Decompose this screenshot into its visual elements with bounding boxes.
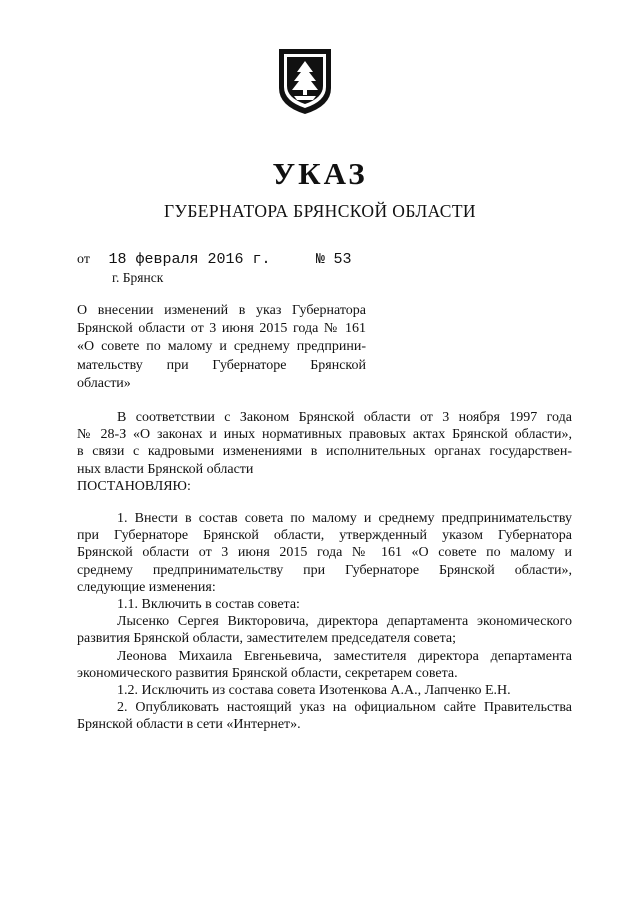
member-leonov-line: Леонова Михаила Евгеньевича, заместителя директора департамента [117,648,572,664]
issue-city: г. Брянск [112,270,164,285]
subject-line: Брянской области от 3 июня 2015 года № 161 [77,321,366,337]
item-1-line: 1. Внести в состав совета по малому и среднему предпринимательству [117,511,572,527]
item-1-1: 1.1. Включить в состав совета: [117,597,300,613]
subject-line: мательству при Губернаторе Брянской [77,357,366,373]
item-1-line: среднему предпринимательству при Губернаторе Брянской области», [77,562,572,578]
preamble-line: № 28-З «О законах и иных нормативных правовых актах Брянской области», [77,427,572,443]
item-1-line: Брянской области от 3 июня 2015 года № 161 «О совете по малому и [77,545,572,561]
subject-line: области» [77,375,131,391]
member-leonov-line: экономического развития Брянской области, секретарем совета. [77,665,458,681]
item-2-line: Брянской области в сети «Интернет». [77,717,301,733]
date-number-row [77,251,352,268]
document-title: УКАЗ [272,156,368,191]
resolve-heading: ПОСТАНОВЛЯЮ: [77,478,191,494]
coat-of-arms-emblem [276,46,334,116]
subject-line: «О совете по малому и среднему предприни- [77,339,366,355]
date-prefix: от [77,252,90,267]
decree-body [77,409,572,734]
item-2-line: 2. Опубликовать настоящий указ на официальном сайте Правительства [117,700,572,716]
number-sign: № [315,251,325,268]
item-1-line: следующие изменения: [77,579,216,595]
item-1-2: 1.2. Исключить из состава совета Изотенкова А.А., Лапченко Е.Н. [117,683,511,699]
decree-number: 53 [333,251,352,268]
decree-date: 18 февраля 2016 г. [108,251,271,268]
preamble-line: ных власти Брянской области [77,461,254,477]
decree-subject [77,302,366,393]
item-1-line: при Губернаторе Брянской области, утвержденный указом Губернатора [77,528,572,544]
preamble-line: в связи с кадровыми изменениями в исполнительных органах государствен- [77,444,572,460]
issuer-title: ГУБЕРНАТОРА БРЯНСКОЙ ОБЛАСТИ [164,201,476,221]
subject-line: О внесении изменений в указ Губернатора [77,303,366,318]
member-lysenko-line: развития Брянской области, заместителем председателя совета; [77,631,456,647]
preamble-line: В соответствии с Законом Брянской области от 3 ноября 1997 года [117,410,572,425]
member-lysenko-line: Лысенко Сергея Викторовича, директора департамента экономического [117,614,572,630]
